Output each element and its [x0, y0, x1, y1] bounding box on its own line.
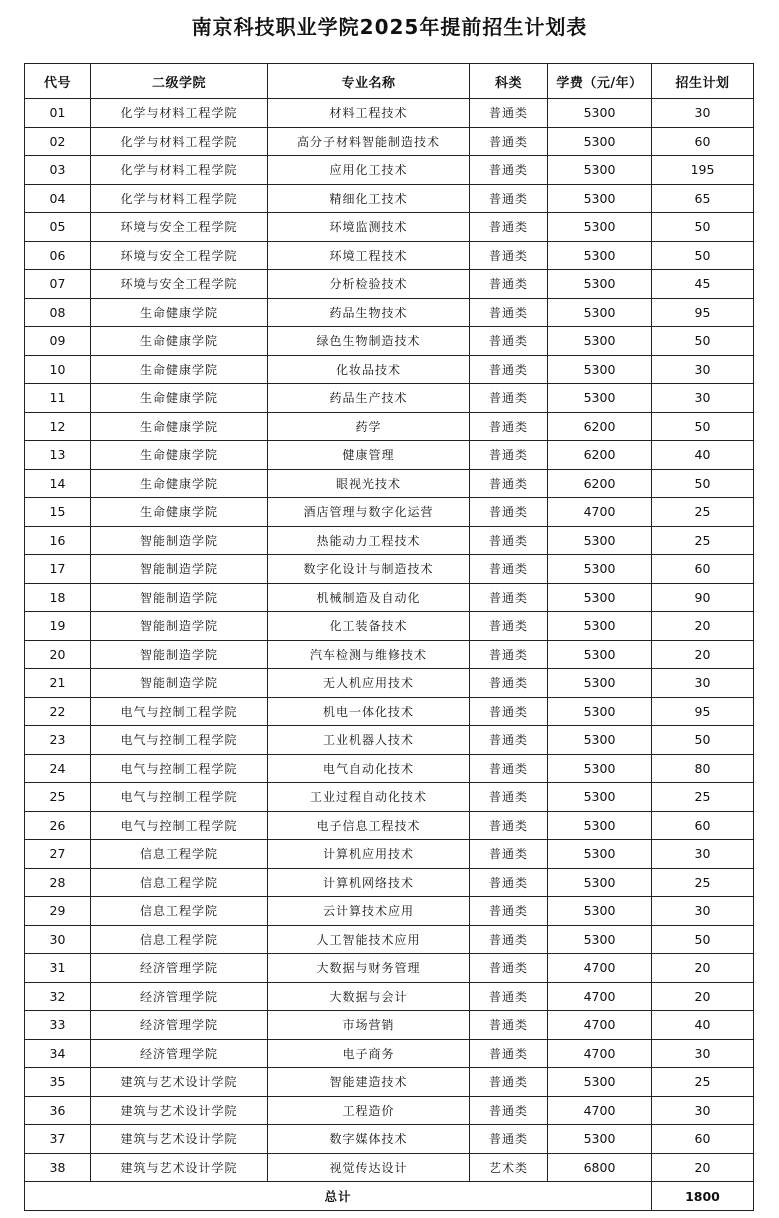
header-tuition: 学费（元/年） [548, 64, 652, 99]
cell-tuition: 5300 [548, 783, 652, 812]
cell-category: 普通类 [470, 184, 548, 213]
header-college: 二级学院 [91, 64, 268, 99]
cell-quota: 50 [652, 726, 754, 755]
table-row [25, 897, 754, 926]
cell-major: 酒店管理与数字化运营 [268, 498, 470, 527]
table-row [25, 640, 754, 669]
cell-quota: 20 [652, 612, 754, 641]
cell-major: 机械制造及自动化 [268, 583, 470, 612]
cell-category: 普通类 [470, 840, 548, 869]
table-row [25, 783, 754, 812]
cell-tuition: 5300 [548, 897, 652, 926]
cell-college: 电气与控制工程学院 [91, 754, 268, 783]
cell-tuition: 5300 [548, 612, 652, 641]
table-row [25, 811, 754, 840]
table-row [25, 954, 754, 983]
cell-college: 经济管理学院 [91, 1011, 268, 1040]
cell-code: 12 [25, 412, 91, 441]
cell-major: 高分子材料智能制造技术 [268, 127, 470, 156]
table-row [25, 583, 754, 612]
cell-code: 30 [25, 925, 91, 954]
cell-major: 电子商务 [268, 1039, 470, 1068]
cell-code: 23 [25, 726, 91, 755]
page-title: 南京科技职业学院2025年提前招生计划表 [191, 15, 588, 39]
cell-quota: 30 [652, 840, 754, 869]
cell-quota: 90 [652, 583, 754, 612]
cell-quota: 30 [652, 897, 754, 926]
table-row [25, 982, 754, 1011]
cell-code: 35 [25, 1068, 91, 1097]
cell-category: 普通类 [470, 612, 548, 641]
table-row [25, 270, 754, 299]
cell-quota: 25 [652, 498, 754, 527]
total-row [25, 1182, 754, 1211]
cell-major: 汽车检测与维修技术 [268, 640, 470, 669]
total-label: 总计 [25, 1182, 652, 1211]
table-row [25, 1125, 754, 1154]
cell-major: 环境工程技术 [268, 241, 470, 270]
cell-code: 05 [25, 213, 91, 242]
cell-code: 11 [25, 384, 91, 413]
cell-category: 普通类 [470, 355, 548, 384]
cell-category: 普通类 [470, 469, 548, 498]
cell-college: 信息工程学院 [91, 840, 268, 869]
cell-major: 大数据与会计 [268, 982, 470, 1011]
table-row [25, 669, 754, 698]
table-row [25, 441, 754, 470]
cell-major: 药学 [268, 412, 470, 441]
cell-code: 32 [25, 982, 91, 1011]
cell-category: 普通类 [470, 270, 548, 299]
cell-code: 24 [25, 754, 91, 783]
header-quota: 招生计划 [652, 64, 754, 99]
cell-college: 电气与控制工程学院 [91, 726, 268, 755]
table-row [25, 241, 754, 270]
cell-category: 普通类 [470, 583, 548, 612]
cell-college: 环境与安全工程学院 [91, 241, 268, 270]
cell-tuition: 4700 [548, 1039, 652, 1068]
cell-code: 20 [25, 640, 91, 669]
header-major: 专业名称 [268, 64, 470, 99]
cell-category: 普通类 [470, 412, 548, 441]
cell-major: 眼视光技术 [268, 469, 470, 498]
table-row [25, 555, 754, 584]
cell-quota: 50 [652, 925, 754, 954]
cell-category: 普通类 [470, 213, 548, 242]
cell-major: 计算机应用技术 [268, 840, 470, 869]
cell-quota: 30 [652, 669, 754, 698]
table-row [25, 355, 754, 384]
cell-category: 普通类 [470, 868, 548, 897]
cell-quota: 45 [652, 270, 754, 299]
cell-code: 16 [25, 526, 91, 555]
cell-college: 生命健康学院 [91, 412, 268, 441]
table-row [25, 1011, 754, 1040]
cell-tuition: 5300 [548, 1068, 652, 1097]
table-row [25, 1153, 754, 1182]
cell-tuition: 4700 [548, 982, 652, 1011]
table-row [25, 156, 754, 185]
cell-college: 生命健康学院 [91, 298, 268, 327]
cell-code: 06 [25, 241, 91, 270]
table-row [25, 412, 754, 441]
cell-major: 药品生产技术 [268, 384, 470, 413]
cell-code: 26 [25, 811, 91, 840]
table-row [25, 925, 754, 954]
cell-code: 14 [25, 469, 91, 498]
cell-code: 07 [25, 270, 91, 299]
cell-quota: 25 [652, 1068, 754, 1097]
cell-college: 化学与材料工程学院 [91, 99, 268, 128]
cell-category: 普通类 [470, 897, 548, 926]
cell-code: 37 [25, 1125, 91, 1154]
cell-tuition: 5300 [548, 555, 652, 584]
table-row [25, 1039, 754, 1068]
cell-quota: 60 [652, 555, 754, 584]
cell-quota: 30 [652, 1039, 754, 1068]
cell-quota: 95 [652, 298, 754, 327]
cell-major: 工业过程自动化技术 [268, 783, 470, 812]
table-body [25, 99, 754, 1182]
cell-major: 数字化设计与制造技术 [268, 555, 470, 584]
cell-quota: 50 [652, 469, 754, 498]
cell-code: 13 [25, 441, 91, 470]
cell-category: 普通类 [470, 1125, 548, 1154]
table-header-row [25, 64, 754, 99]
cell-quota: 50 [652, 213, 754, 242]
cell-quota: 30 [652, 384, 754, 413]
cell-college: 智能制造学院 [91, 640, 268, 669]
cell-code: 28 [25, 868, 91, 897]
cell-category: 普通类 [470, 697, 548, 726]
cell-category: 普通类 [470, 526, 548, 555]
total-value: 1800 [652, 1182, 754, 1211]
cell-quota: 20 [652, 1153, 754, 1182]
table-row [25, 754, 754, 783]
cell-major: 环境监测技术 [268, 213, 470, 242]
table-row [25, 726, 754, 755]
cell-category: 普通类 [470, 1068, 548, 1097]
cell-category: 普通类 [470, 811, 548, 840]
cell-college: 环境与安全工程学院 [91, 270, 268, 299]
cell-college: 生命健康学院 [91, 355, 268, 384]
cell-tuition: 5300 [548, 811, 652, 840]
table-row [25, 868, 754, 897]
cell-category: 普通类 [470, 1011, 548, 1040]
cell-category: 普通类 [470, 954, 548, 983]
cell-code: 27 [25, 840, 91, 869]
cell-tuition: 6200 [548, 469, 652, 498]
cell-college: 环境与安全工程学院 [91, 213, 268, 242]
cell-college: 信息工程学院 [91, 897, 268, 926]
cell-major: 大数据与财务管理 [268, 954, 470, 983]
cell-tuition: 5300 [548, 726, 652, 755]
cell-major: 电子信息工程技术 [268, 811, 470, 840]
cell-quota: 95 [652, 697, 754, 726]
cell-tuition: 6200 [548, 441, 652, 470]
cell-quota: 50 [652, 412, 754, 441]
cell-code: 31 [25, 954, 91, 983]
cell-category: 普通类 [470, 669, 548, 698]
cell-college: 智能制造学院 [91, 669, 268, 698]
table-row [25, 1096, 754, 1125]
cell-major: 计算机网络技术 [268, 868, 470, 897]
cell-category: 普通类 [470, 127, 548, 156]
cell-tuition: 6800 [548, 1153, 652, 1182]
table-row [25, 327, 754, 356]
cell-quota: 25 [652, 868, 754, 897]
cell-category: 普通类 [470, 1039, 548, 1068]
cell-major: 电气自动化技术 [268, 754, 470, 783]
cell-major: 应用化工技术 [268, 156, 470, 185]
cell-college: 化学与材料工程学院 [91, 184, 268, 213]
cell-category: 普通类 [470, 384, 548, 413]
cell-code: 33 [25, 1011, 91, 1040]
table-row [25, 127, 754, 156]
cell-major: 机电一体化技术 [268, 697, 470, 726]
cell-quota: 60 [652, 127, 754, 156]
cell-college: 经济管理学院 [91, 1039, 268, 1068]
header-code: 代号 [25, 64, 91, 99]
cell-tuition: 5300 [548, 99, 652, 128]
cell-category: 普通类 [470, 783, 548, 812]
cell-college: 信息工程学院 [91, 925, 268, 954]
cell-tuition: 5300 [548, 156, 652, 185]
cell-tuition: 5300 [548, 298, 652, 327]
cell-code: 01 [25, 99, 91, 128]
cell-major: 化妆品技术 [268, 355, 470, 384]
table-row [25, 184, 754, 213]
cell-tuition: 5300 [548, 270, 652, 299]
cell-quota: 80 [652, 754, 754, 783]
header-category: 科类 [470, 64, 548, 99]
table-row [25, 1068, 754, 1097]
cell-quota: 65 [652, 184, 754, 213]
cell-college: 电气与控制工程学院 [91, 783, 268, 812]
cell-tuition: 5300 [548, 583, 652, 612]
cell-tuition: 5300 [548, 1125, 652, 1154]
cell-college: 生命健康学院 [91, 441, 268, 470]
cell-tuition: 4700 [548, 498, 652, 527]
cell-college: 智能制造学院 [91, 526, 268, 555]
cell-code: 19 [25, 612, 91, 641]
cell-tuition: 4700 [548, 954, 652, 983]
cell-tuition: 5300 [548, 127, 652, 156]
cell-quota: 195 [652, 156, 754, 185]
cell-code: 38 [25, 1153, 91, 1182]
cell-tuition: 5300 [548, 697, 652, 726]
cell-quota: 60 [652, 811, 754, 840]
cell-quota: 40 [652, 441, 754, 470]
cell-category: 普通类 [470, 241, 548, 270]
table-row [25, 469, 754, 498]
cell-code: 21 [25, 669, 91, 698]
cell-tuition: 5300 [548, 640, 652, 669]
cell-category: 普通类 [470, 498, 548, 527]
cell-code: 36 [25, 1096, 91, 1125]
cell-quota: 50 [652, 241, 754, 270]
cell-major: 人工智能技术应用 [268, 925, 470, 954]
cell-category: 普通类 [470, 640, 548, 669]
cell-code: 04 [25, 184, 91, 213]
table-row [25, 498, 754, 527]
cell-category: 普通类 [470, 754, 548, 783]
cell-category: 普通类 [470, 982, 548, 1011]
cell-college: 化学与材料工程学院 [91, 127, 268, 156]
cell-quota: 25 [652, 783, 754, 812]
cell-major: 药品生物技术 [268, 298, 470, 327]
cell-tuition: 5300 [548, 184, 652, 213]
enrollment-plan-table [24, 63, 754, 1211]
cell-major: 精细化工技术 [268, 184, 470, 213]
cell-major: 无人机应用技术 [268, 669, 470, 698]
cell-code: 10 [25, 355, 91, 384]
cell-code: 08 [25, 298, 91, 327]
cell-college: 智能制造学院 [91, 555, 268, 584]
cell-code: 22 [25, 697, 91, 726]
cell-tuition: 5300 [548, 669, 652, 698]
cell-college: 电气与控制工程学院 [91, 697, 268, 726]
cell-college: 生命健康学院 [91, 469, 268, 498]
cell-code: 29 [25, 897, 91, 926]
cell-college: 信息工程学院 [91, 868, 268, 897]
cell-major: 视觉传达设计 [268, 1153, 470, 1182]
cell-tuition: 5300 [548, 526, 652, 555]
cell-major: 热能动力工程技术 [268, 526, 470, 555]
cell-major: 化工装备技术 [268, 612, 470, 641]
cell-tuition: 5300 [548, 840, 652, 869]
cell-quota: 50 [652, 327, 754, 356]
cell-major: 智能建造技术 [268, 1068, 470, 1097]
cell-college: 建筑与艺术设计学院 [91, 1068, 268, 1097]
cell-quota: 30 [652, 355, 754, 384]
cell-college: 建筑与艺术设计学院 [91, 1153, 268, 1182]
cell-tuition: 5300 [548, 241, 652, 270]
cell-tuition: 5300 [548, 868, 652, 897]
cell-quota: 20 [652, 954, 754, 983]
cell-major: 工业机器人技术 [268, 726, 470, 755]
cell-college: 经济管理学院 [91, 982, 268, 1011]
cell-tuition: 5300 [548, 327, 652, 356]
cell-code: 15 [25, 498, 91, 527]
cell-college: 电气与控制工程学院 [91, 811, 268, 840]
cell-tuition: 5300 [548, 213, 652, 242]
cell-quota: 20 [652, 982, 754, 1011]
cell-quota: 25 [652, 526, 754, 555]
cell-major: 云计算技术应用 [268, 897, 470, 926]
cell-code: 02 [25, 127, 91, 156]
cell-college: 生命健康学院 [91, 327, 268, 356]
cell-code: 09 [25, 327, 91, 356]
cell-college: 生命健康学院 [91, 498, 268, 527]
cell-category: 普通类 [470, 298, 548, 327]
cell-major: 绿色生物制造技术 [268, 327, 470, 356]
cell-code: 18 [25, 583, 91, 612]
cell-college: 智能制造学院 [91, 583, 268, 612]
table-row [25, 213, 754, 242]
table-row [25, 697, 754, 726]
cell-major: 工程造价 [268, 1096, 470, 1125]
cell-college: 经济管理学院 [91, 954, 268, 983]
cell-category: 艺术类 [470, 1153, 548, 1182]
cell-college: 建筑与艺术设计学院 [91, 1125, 268, 1154]
cell-category: 普通类 [470, 925, 548, 954]
cell-major: 分析检验技术 [268, 270, 470, 299]
cell-college: 建筑与艺术设计学院 [91, 1096, 268, 1125]
cell-major: 市场营销 [268, 1011, 470, 1040]
cell-category: 普通类 [470, 99, 548, 128]
cell-college: 智能制造学院 [91, 612, 268, 641]
cell-quota: 30 [652, 99, 754, 128]
cell-tuition: 5300 [548, 384, 652, 413]
cell-code: 03 [25, 156, 91, 185]
cell-college: 生命健康学院 [91, 384, 268, 413]
cell-major: 材料工程技术 [268, 99, 470, 128]
cell-college: 化学与材料工程学院 [91, 156, 268, 185]
cell-code: 25 [25, 783, 91, 812]
cell-tuition: 5300 [548, 754, 652, 783]
cell-tuition: 5300 [548, 925, 652, 954]
cell-category: 普通类 [470, 156, 548, 185]
cell-major: 数字媒体技术 [268, 1125, 470, 1154]
table-row [25, 526, 754, 555]
table-row [25, 840, 754, 869]
cell-category: 普通类 [470, 1096, 548, 1125]
cell-quota: 40 [652, 1011, 754, 1040]
table-row [25, 99, 754, 128]
table-row [25, 384, 754, 413]
table-row [25, 298, 754, 327]
cell-tuition: 5300 [548, 355, 652, 384]
cell-quota: 60 [652, 1125, 754, 1154]
cell-tuition: 4700 [548, 1011, 652, 1040]
cell-quota: 20 [652, 640, 754, 669]
table-row [25, 612, 754, 641]
cell-quota: 30 [652, 1096, 754, 1125]
cell-major: 健康管理 [268, 441, 470, 470]
cell-tuition: 6200 [548, 412, 652, 441]
cell-category: 普通类 [470, 327, 548, 356]
cell-category: 普通类 [470, 555, 548, 584]
cell-code: 34 [25, 1039, 91, 1068]
cell-category: 普通类 [470, 726, 548, 755]
cell-category: 普通类 [470, 441, 548, 470]
cell-tuition: 4700 [548, 1096, 652, 1125]
cell-code: 17 [25, 555, 91, 584]
